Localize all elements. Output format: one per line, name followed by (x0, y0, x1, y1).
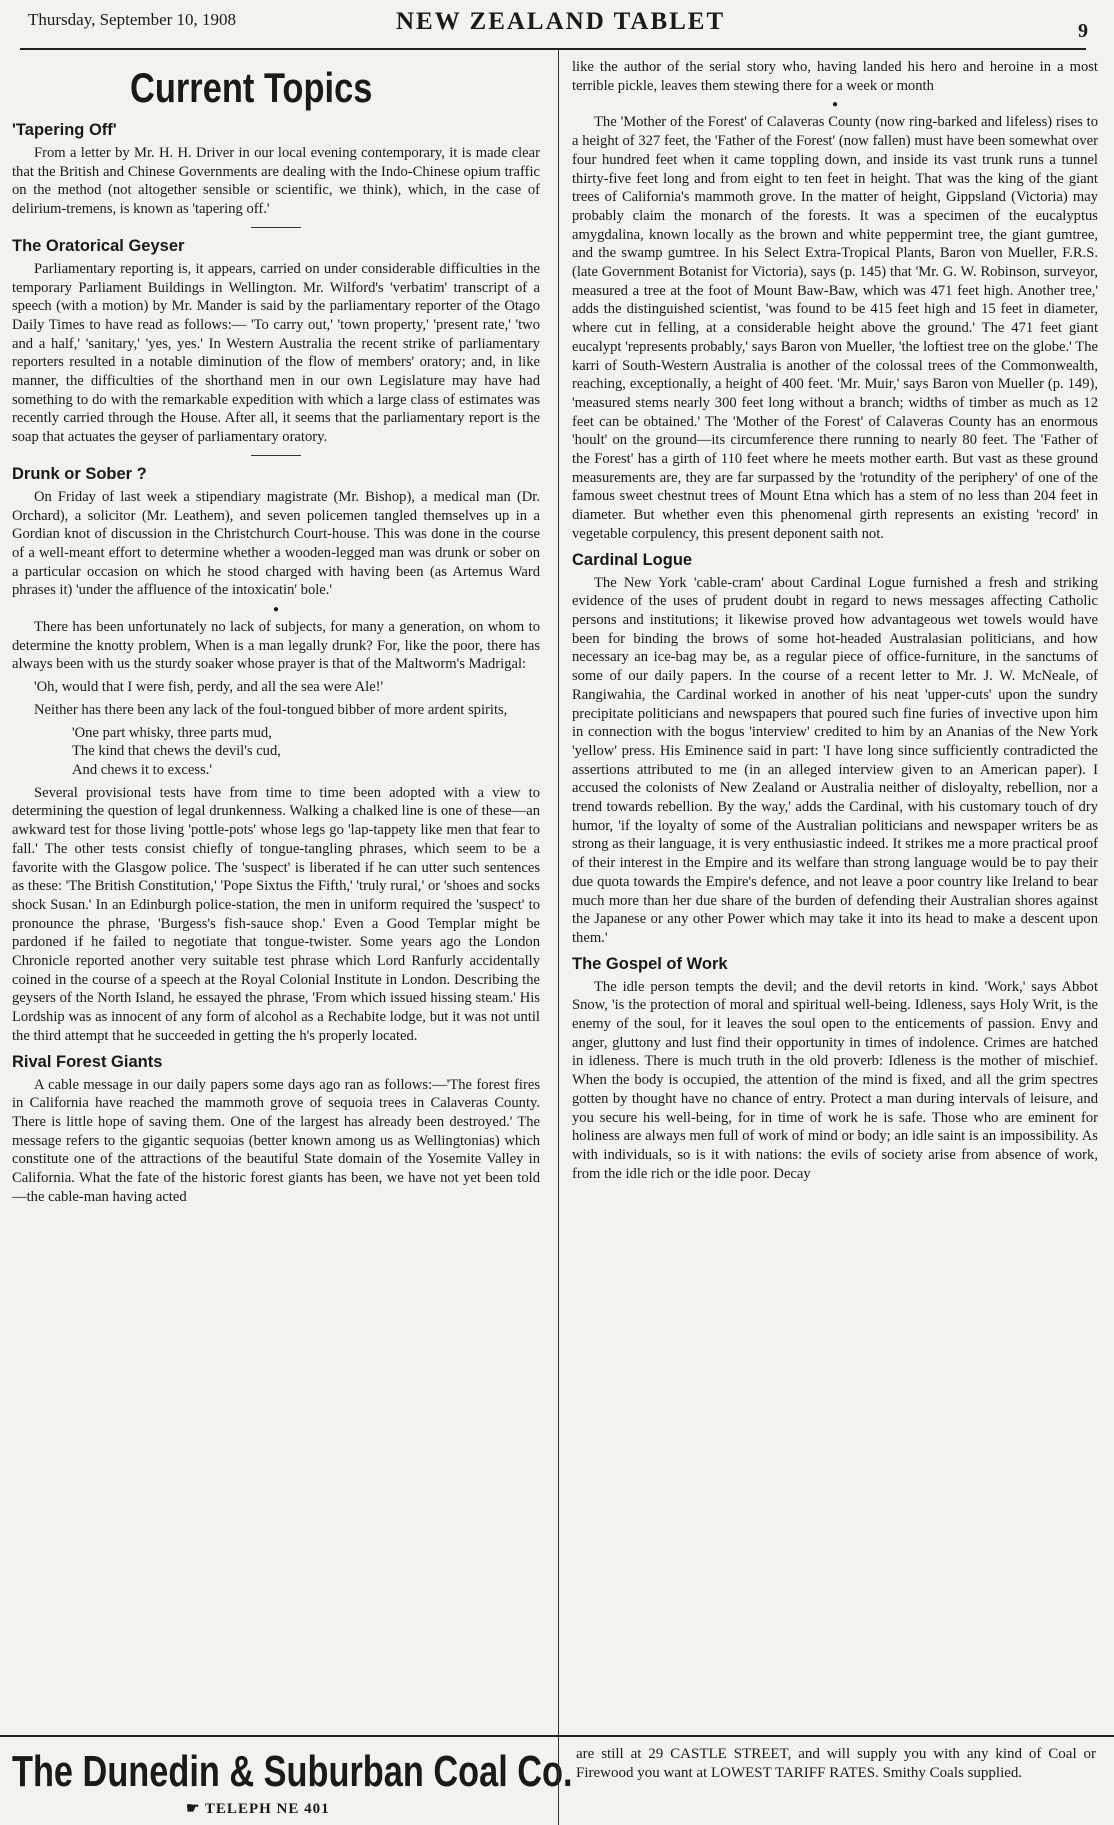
paragraph: There has been unfortunately no lack of subjects, for many a generation, on whom to determine the knotty problem, When is a man legally drunk? For, like the poor, there has always been with us the sturdy soaker whose prayer is that of the Maltworm's Madrigal: (12, 619, 540, 673)
masthead-title: NEW ZEALAND TABLET (396, 8, 726, 35)
paragraph: like the author of the serial story who, having landed his hero and heroine in a most terrible pickle, leaves them stewing there for a week or month (572, 59, 1098, 94)
paragraph: A cable message in our daily papers some days ago ran as follows:—'The forest fires in California have reached the mammoth grove of sequoia trees in Calaveras County. There is little hope of saving them. One of the largest has already been destroyed.' The message refers to the gigantic sequoias (better known among us as Wellingtonias) which constitute one of the attractions of the beautiful State domain of the Yosemite Valley in California. What the fate of the historic forest giants has been, we have not yet been told—the cable-man having acted (12, 1076, 540, 1205)
footer-divider (558, 1737, 559, 1825)
page-number: 9 (1078, 20, 1088, 42)
telephone-number: ☛ TELEPH NE 401 (186, 1801, 330, 1817)
right-column (572, 58, 1098, 1187)
poem-line: 'One part whisky, three parts mud, (72, 724, 272, 741)
advertiser-name: The Dunedin & Suburban Coal Co. (12, 1747, 573, 1796)
advertisement (0, 1735, 1114, 1825)
section-title: Current Topics (130, 64, 373, 111)
heading-oratorical-geyser: The Oratorical Geyser (12, 236, 185, 255)
page-header (28, 8, 1088, 48)
column-divider (558, 50, 559, 1735)
heading-drunk-or-sober: Drunk or Sober ? (12, 464, 147, 483)
divider (251, 455, 301, 456)
divider (251, 227, 301, 228)
header-rule (20, 48, 1086, 50)
paragraph: The idle person tempts the devil; and the devil retorts in kind. 'Work,' says Abbot Snow, 'is the protection of moral and spiritual well-being. Idleness, says Holy Writ, is the enemy of the soul, for it leaves the soul open to the enticements of passion. Envy and anger, gluttony and lust find their opportunity in times of indolence. Crimes are hatched in idleness. There is much truth in the old proverb: Idleness is the mother of mischief. When the body is occupied, the attention of the mind is fixed, and all the grim spectres gotten by thought have no chance of entry. Protect a man during intervals of leisure, and you secure his well-being, for in time of work he is safe. Those who are eminent for holiness are always men full of work of mind or body; an idle saint is an impossibility. As with individuals, so is it with nations: the evils of society arise from absence of work, from the idle rich or the idle poor. Decay (572, 978, 1098, 1182)
ornament: ● (831, 99, 839, 111)
heading-rival-forest-giants: Rival Forest Giants (12, 1052, 163, 1071)
paragraph: Neither has there been any lack of the foul-tongued bibber of more ardent spirits, (34, 701, 508, 718)
heading-cardinal-logue: Cardinal Logue (572, 550, 693, 569)
paragraph: The New York 'cable-cram' about Cardinal Logue furnished a fresh and striking evidence of the uses of prudent doubt in regard to news messages affecting Catholic persons and institutions; it likewise proved how advantageous wet towels would have been for binding the brows of some hot-headed Australasian politicians, and how necessary an ice-bag may be, as a regular piece of office-furniture, in the sanctums of some of our daily papers. In the course of a recent letter to Mr. J. W. McNeale, of Rangiwahia, the Cardinal worked in another of his neat 'upper-cuts' upon the sundry precipitate politicians and newspapers that poured such fine furies of invective upon him in connection with the bogus 'interview' credited to him by an Ananias of the New York 'yellow' press. His Eminence said in part: 'I have long since sufficiently contradicted the assertions attributed to me (in an alleged interview given to an American paper). I accused the colonists of New Zealand or Australia neither of disloyalty, rebellion, nor a trend towards rebellion. By the way,' adds the Cardinal, with his customary touch of dry humor, 'if the loyalty of some of the Australian politicians and newspaper writers be as strong as their language, it is very enthusiastic indeed. It strikes me a more practical proof of their interest in the Empire and its welfare than strong language would be to pay their due quota towards the Empire's defence, and not leave a poor country like Ireland to bear much more than her due share of the burden of defending their Australian shores against the Japanese or any other Power which may take it into its head to make a descent upon them.' (572, 574, 1098, 946)
paragraph: From a letter by Mr. H. H. Driver in our local evening contemporary, it is made clear that the British and Chinese Governments are dealing with the Indo-Chinese opium traffic on the method (not altogether sensible or scientific, we think), which, in the case of delirium-tremens, is known as 'tapering off.' (12, 145, 540, 218)
poem-line: And chews it to excess.' (72, 761, 213, 778)
paragraph: The 'Mother of the Forest' of Calaveras County (now ring-barked and lifeless) rises to a height of 327 feet, the 'Father of the Forest' (now fallen) must have been somewhat over four hundred feet when it came toppling down, and inside its vast trunk runs a tunnel thirty-five feet long and from eight to ten feet in height. That was the king of the giant trees of California's mammoth grove. In the matter of height, Gippsland (Victoria) may probably claim the monarch of the forests. It was a specimen of the eucalyptus amygdalina, known locally as the brown and white peppermint tree, the giant gumtree, and the swamp gumtree. In his Select Extra-Tropical Plants, Baron von Mueller, F.R.S. (late Government Botanist for Victoria), says (p. 145) that 'Mr. G. W. Robinson, surveyor, measured a tree at the foot of Mount Baw-Baw, which was 471 feet high. Another tree,' adds the distinguished scientist, 'was found to be 415 feet high and 15 feet in diameter, where cut in felling, at a considerable height above the ground.' The 471 feet giant eucalypt 'represents probably,' says Baron von Mueller, 'the loftiest tree on the globe.' The karri of South-Western Australia is another of the colossal trees of the Commonwealth, reaching, exceptionally, a height of 400 feet. 'Mr. Muir,' says Baron von Mueller (p. 149), 'measured stems nearly 300 feet long without a branch; widths of timber as much as 12 feet can be obtained.' The 'Mother of the Forest' of Calaveras County has an enormous 'hoult' on the ground—its circumference there running to nearly 80 feet. The 'Father of the Forest' has a girth of 110 feet where he meets mother earth. But vast as these ground measurements are, they are far surpassed by the 'rotundity of the periphery' of one of the famous sweet chestnut trees of Mount Etna which has a stem of no less than 204 feet in diameter. But whether even this phenomenal girth represents an existing 'record' in vegetable corpulency, this present deponent saith not. (572, 114, 1098, 542)
heading-gospel-of-work: The Gospel of Work (572, 954, 728, 973)
poem (72, 724, 540, 780)
advertisement-text: are still at 29 CASTLE STREET, and will supply you with any kind of Coal or Firewood you want at LOWEST TARIFF RATES. Smithy Coals supplied. (576, 1746, 1096, 1781)
heading-tapering-off: 'Tapering Off' (12, 121, 117, 139)
issue-date: Thursday, September 10, 1908 (28, 10, 237, 29)
left-column (12, 58, 540, 1210)
ornament: ● (272, 604, 280, 616)
paragraph: On Friday of last week a stipendiary magistrate (Mr. Bishop), a medical man (Dr. Orchard), a solicitor (Mr. Leathem), and seven policemen tangled themselves up in a Gordian knot of discussion in the Christchurch Court-house. This was done in the course of a well-meant effort to determine whether a wooden-legged man was drunk or sober on a particular occasion on which he stood charged with having been (as Artemus Ward phrases it) 'under the affluence of the intoxicatin' bole.' (12, 488, 540, 599)
paragraph: Several provisional tests have from time to time been adopted with a view to determining the question of legal drunkenness. Walking a chalked line is one of these—an awkward test for those living 'pottle-pots' whose legs go 'lap-tappety like men that fear to fall.' The other tests consist chiefly of tongue-tangling phrases, which seem to be a favorite with the Glasgow police. The 'suspect' is liberated if he can utter such sentences as these: 'The British Constitution,' 'Pope Sixtus the Fifth,' 'truly rural,' or 'shoes and socks shock Susan.' In an Edinburgh police-station, the men in uniform required the 'suspect' to pronounce the phrase, 'Burgess's fish-sauce shop.' Even a Good Templar might be pardoned if he failed to negotiate that tongue-twister. Some years ago the London Chronicle reported another very suitable test phrase which Lord Ranfurly accidentally coined in the course of a speech at the Royal Colonial Institute in London. Describing the geysers of the North Island, he essayed the phrase, 'From which issued hissing steam.' His Lordship was as innocent of any form of alcohol as a Rechabite lodge, but it was not until the third attempt that he succeeded in getting the h's properly located. (12, 784, 540, 1044)
quotation: 'Oh, would that I were fish, perdy, and all the sea were Ale!' (34, 679, 384, 696)
paragraph: Parliamentary reporting is, it appears, carried on under considerable difficulties in the temporary Parliament Buildings in Wellington. Mr. Wilford's 'verbatim' transcript of a speech (with a motion) by Mr. Mander is said by the parliamentary reporter of the Otago Daily Times to have read as follows:— 'To carry out,' 'town property,' 'present rate,' 'two and a half,' 'sanitary,' 'yes, yes.' In Western Australia the recent strike of parliamentary reporters resulted in a notable diminution of the flow of members' oratory; and, in like manner, the difficulties of the shorthand men in our own Legislature may have had something to do with the remarkable expedition with which a large class of estimates was recently carried through the House. After all, it seems that the parliamentary report is the soap that actuates the geyser of parliamentary oratory. (12, 260, 540, 446)
poem-line: The kind that chews the devil's cud, (72, 743, 281, 760)
